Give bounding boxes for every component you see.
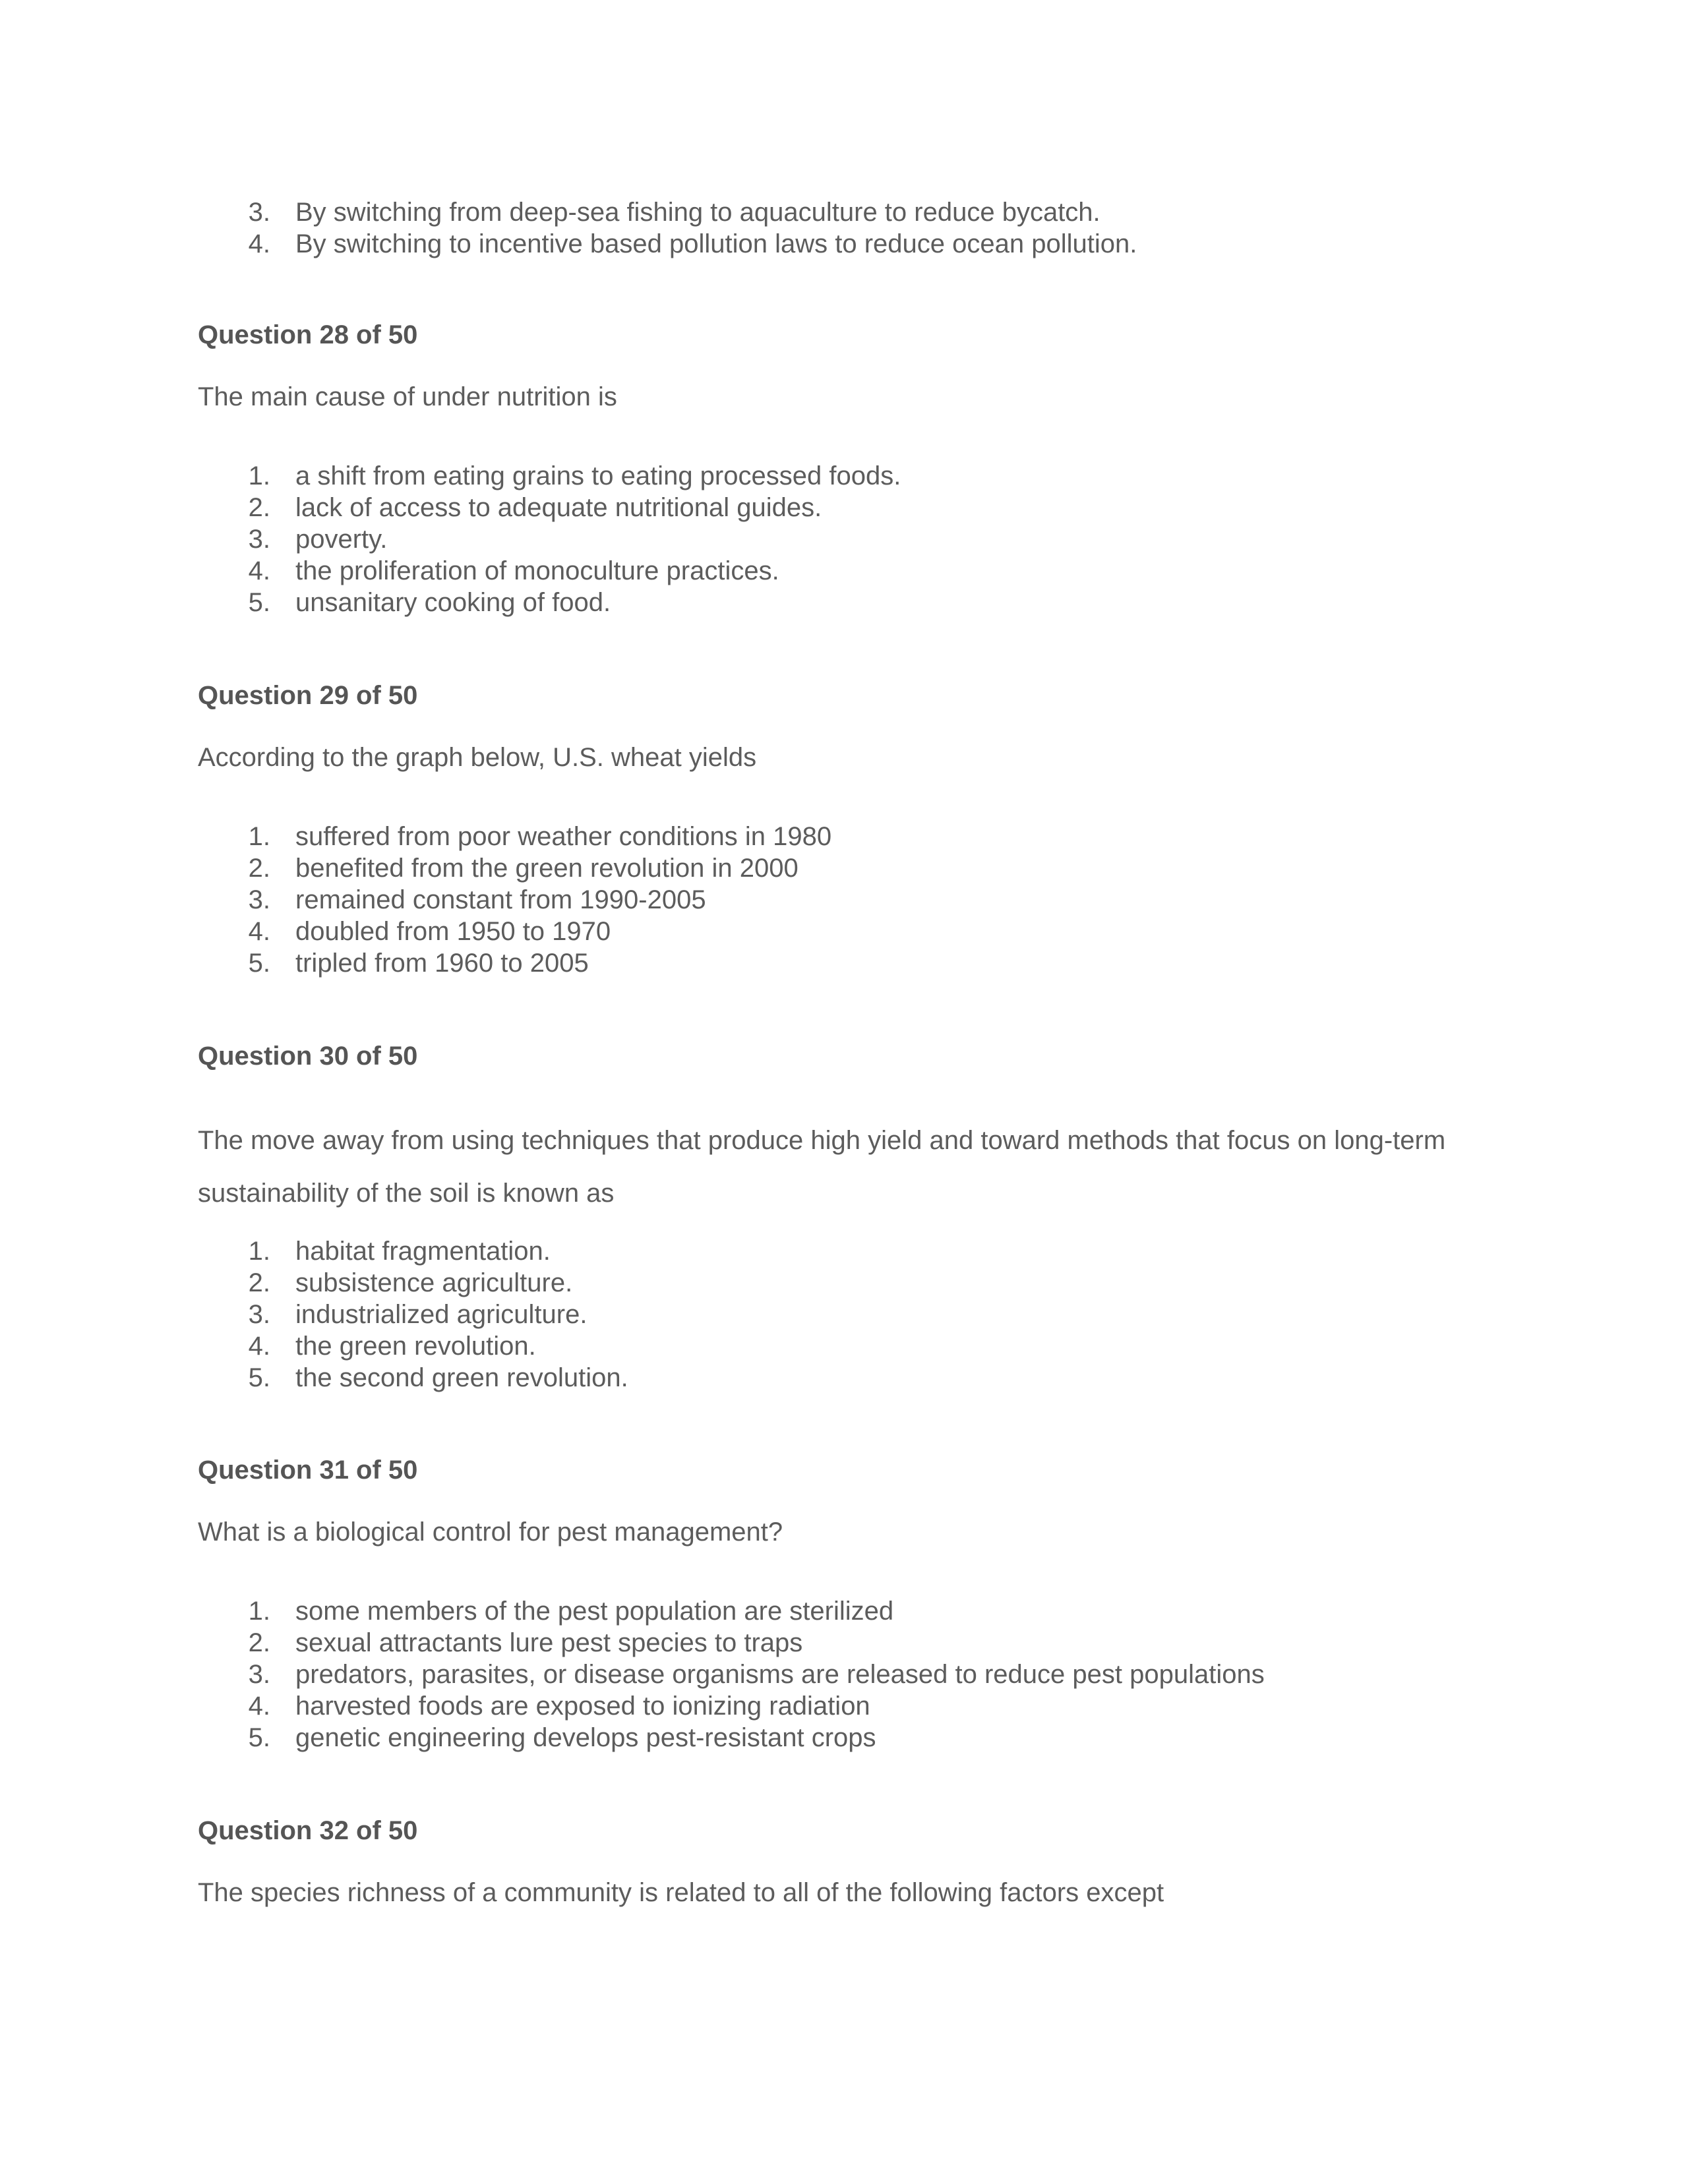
option-text: doubled from 1950 to 1970 <box>295 917 611 946</box>
option-number: 4. <box>248 556 270 585</box>
option-text: genetic engineering develops pest-resistant crops <box>295 1723 876 1752</box>
option-number: 2. <box>248 1628 270 1657</box>
option-4 <box>0 1690 1688 1722</box>
option-text: predators, parasites, or disease organisms are released to reduce pest populations <box>295 1660 1265 1689</box>
option-3 <box>0 523 1688 555</box>
option-text: suffered from poor weather conditions in 1980 <box>295 822 832 851</box>
option-number: 1. <box>248 461 270 490</box>
option-number: 1. <box>248 1597 270 1626</box>
question-prompt: According to the graph below, U.S. wheat yields <box>198 743 757 772</box>
option-number: 5. <box>248 588 270 617</box>
option-5 <box>0 1722 1688 1754</box>
option-1 <box>0 821 1688 852</box>
option-number: 4. <box>248 1692 270 1721</box>
option-5 <box>0 947 1688 979</box>
option-2 <box>0 492 1688 523</box>
option-number: 3. <box>248 885 270 914</box>
option-number: 4. <box>248 1332 270 1361</box>
option-text: unsanitary cooking of food. <box>295 588 611 617</box>
option-number: 3. <box>248 1660 270 1689</box>
option-number: 2. <box>248 493 270 522</box>
option-number: 5. <box>248 1723 270 1752</box>
option-text: habitat fragmentation. <box>295 1237 551 1266</box>
option-text: tripled from 1960 to 2005 <box>295 949 589 978</box>
option-text: benefited from the green revolution in 2000 <box>295 854 799 883</box>
question-heading: Question 31 of 50 <box>198 1456 418 1485</box>
option-text: poverty. <box>295 525 388 554</box>
question-prompt: The species richness of a community is related to all of the following factors except <box>198 1878 1164 1907</box>
option-number: 1. <box>248 822 270 851</box>
option-text: sexual attractants lure pest species to traps <box>295 1628 803 1657</box>
option-4 <box>0 916 1688 947</box>
question-heading: Question 30 of 50 <box>198 1042 418 1071</box>
option-number: 4. <box>248 917 270 946</box>
option-text: By switching to incentive based pollution laws to reduce ocean pollution. <box>295 229 1137 258</box>
option-text: By switching from deep-sea fishing to aquaculture to reduce bycatch. <box>295 198 1100 227</box>
option-1 <box>0 1235 1688 1267</box>
option-number: 2. <box>248 1268 270 1297</box>
option-number: 3. <box>248 198 270 227</box>
q27-option-3 <box>0 196 1688 228</box>
option-number: 5. <box>248 949 270 978</box>
option-number: 3. <box>248 1300 270 1329</box>
option-list <box>0 460 1688 618</box>
option-text: the green revolution. <box>295 1332 536 1361</box>
option-text: the proliferation of monoculture practices. <box>295 556 779 585</box>
option-text: industrialized agriculture. <box>295 1300 588 1329</box>
option-text: harvested foods are exposed to ionizing radiation <box>295 1692 870 1721</box>
option-3 <box>0 1299 1688 1330</box>
option-1 <box>0 460 1688 492</box>
option-list <box>0 821 1688 979</box>
option-number: 1. <box>248 1237 270 1266</box>
option-1 <box>0 1595 1688 1627</box>
option-text: lack of access to adequate nutritional guides. <box>295 493 822 522</box>
option-number: 4. <box>248 229 270 258</box>
question-heading: Question 32 of 50 <box>198 1816 418 1845</box>
question-prompt: The main cause of under nutrition is <box>198 382 617 411</box>
question-prompt: What is a biological control for pest management? <box>198 1518 783 1547</box>
question-heading: Question 28 of 50 <box>198 320 418 349</box>
option-2 <box>0 1267 1688 1299</box>
option-list <box>0 1595 1688 1754</box>
option-text: some members of the pest population are sterilized <box>295 1597 894 1626</box>
option-4 <box>0 1330 1688 1362</box>
option-number: 5. <box>248 1363 270 1392</box>
option-text: a shift from eating grains to eating processed foods. <box>295 461 901 490</box>
option-list <box>0 1235 1688 1394</box>
option-number: 2. <box>248 854 270 883</box>
option-5 <box>0 1362 1688 1394</box>
option-3 <box>0 1659 1688 1690</box>
option-5 <box>0 587 1688 618</box>
q27-option-4 <box>0 228 1688 260</box>
option-text: subsistence agriculture. <box>295 1268 573 1297</box>
question-heading: Question 29 of 50 <box>198 681 418 710</box>
option-2 <box>0 1627 1688 1659</box>
option-3 <box>0 884 1688 916</box>
option-text: remained constant from 1990-2005 <box>295 885 706 914</box>
option-4 <box>0 555 1688 587</box>
option-number: 3. <box>248 525 270 554</box>
option-2 <box>0 852 1688 884</box>
q27-option-list <box>0 196 1688 260</box>
question-prompt: The move away from using techniques that produce high yield and toward methods that focus on long-term sustainability of the soil is known as <box>198 1126 1446 1208</box>
option-text: the second green revolution. <box>295 1363 628 1392</box>
